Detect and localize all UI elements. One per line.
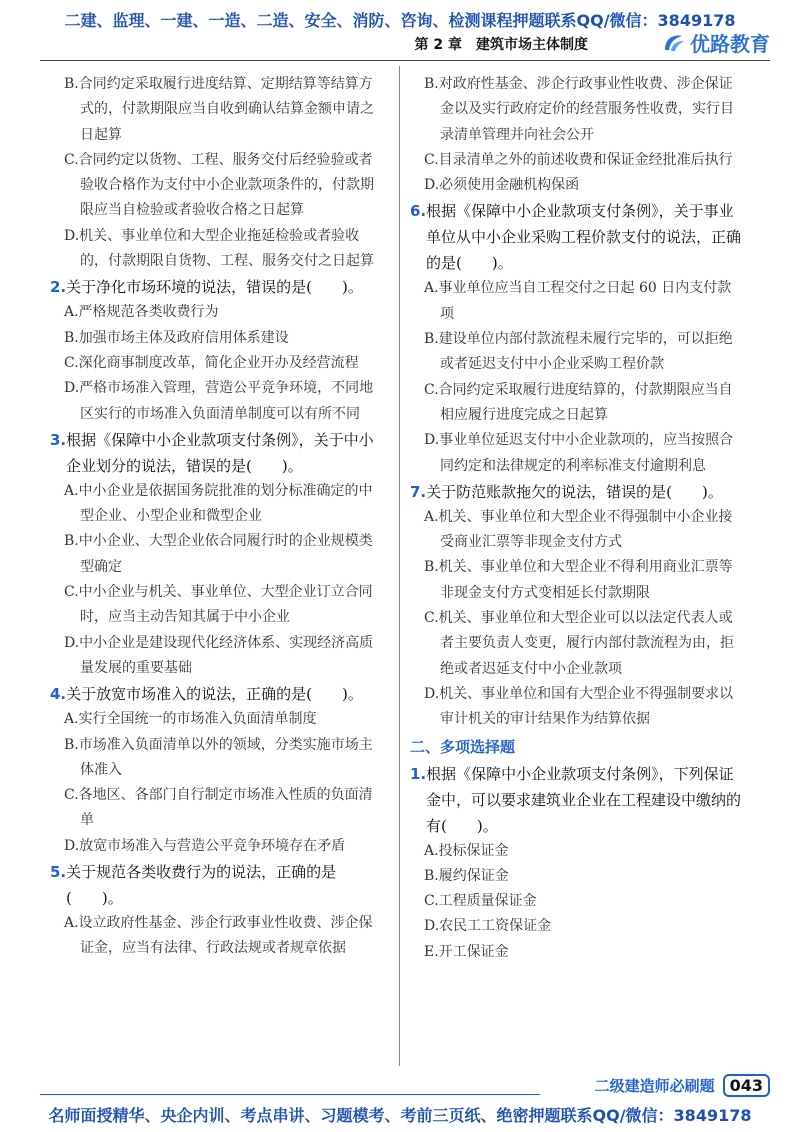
chapter-title: 第 2 章 建筑市场主体制度 xyxy=(414,37,588,53)
answer-option: C.合同约定采取履行进度结算的，付款期限应当自相应履行进度完成之日起算 xyxy=(424,381,733,423)
brand-icon xyxy=(662,32,686,54)
answer-option: D.中小企业是建设现代化经济体系、实现经济高质量发展的重要基础 xyxy=(64,634,374,676)
question-number: 3. xyxy=(50,430,67,449)
page-footer xyxy=(595,1074,770,1097)
answer-option: D.农民工工资保证金 xyxy=(424,918,552,935)
answer-option: B.加强市场主体及政府信用体系建设 xyxy=(64,329,289,346)
answer-option: C.中小企业与机关、事业单位、大型企业订立合同时，应当主动告知其属于中小企业 xyxy=(64,584,373,626)
right-column xyxy=(410,72,745,965)
question-stem xyxy=(410,479,745,505)
answer-option: B.建设单位内部付款流程未履行完毕的，可以拒绝或者延迟支付中小企业采购工程价款 xyxy=(424,331,733,373)
question-number: 4. xyxy=(50,685,67,704)
question-number: 6. xyxy=(410,202,427,221)
promo-banner-bottom: 名师面授精华、央企内训、考点串讲、习题模考、考前三页纸、绝密押题联系QQ/微信：3849178 xyxy=(48,1106,752,1125)
question-stem xyxy=(50,427,385,479)
question-stem xyxy=(410,198,745,276)
page-number: 043 xyxy=(723,1074,770,1097)
answer-option: E.开工保证金 xyxy=(424,943,509,960)
question-text: 关于规范各类收费行为的说法，正确的是( )。 xyxy=(66,863,337,908)
brand-logo xyxy=(662,28,770,57)
answer-option: D.机关、事业单位和国有大型企业不得强制要求以审计机关的审计结果作为结算依据 xyxy=(424,685,734,728)
question-text: 关于防范账款拖欠的说法，错误的是( )。 xyxy=(426,482,723,501)
promo-banner-top: 二建、监理、一建、一造、二造、安全、消防、咨询、检测课程押题联系QQ/微信：3849178 xyxy=(64,11,736,30)
answer-option: B.对政府性基金、涉企行政事业性收费、涉企保证金以及实行政府定价的经营服务性收费，实行目录清单管理并向社会公开 xyxy=(424,76,734,143)
question-text: 关于净化市场环境的说法，错误的是( )。 xyxy=(66,278,363,297)
left-column xyxy=(50,72,385,962)
answer-option: D.机关、事业单位和大型企业拖延检验或者验收的，付款期限自货物、工程、服务交付之日起算 xyxy=(64,227,374,270)
answer-option: C.合同约定以货物、工程、服务交付后经验验或者验收合格作为支付中小企业款项条件的，付款期限应当自检验或者验收合格之日起算 xyxy=(64,151,374,219)
answer-option: C.各地区、各部门自行制定市场准入性质的负面清单 xyxy=(64,787,373,829)
answer-option: C.机关、事业单位和大型企业可以以法定代表人或者主要负责人变更，履行内部付款流程为由，拒绝或者迟延支付中小企业款项 xyxy=(424,610,734,677)
answer-option: B.市场准入负面清单以外的领域，分类实施市场主体准入 xyxy=(64,736,373,778)
answer-option: D.放宽市场准入与营造公平竞争环境存在矛盾 xyxy=(64,837,346,854)
question-number: 1. xyxy=(410,764,427,783)
question-text: 根据《保障中小企业款项支付条例》，关于中小企业划分的说法，错误的是( )。 xyxy=(66,430,374,475)
answer-option: B.机关、事业单位和大型企业不得利用商业汇票等非现金支付方式变相延长付款期限 xyxy=(424,559,733,601)
question-stem xyxy=(50,859,385,911)
question-text: 根据《保障中小企业款项支付条例》，关于事业单位从中小企业采购工程价款支付的说法，正确的是( )。 xyxy=(426,202,742,273)
answer-option: A.事业单位应当自工程交付之日起 60 日内支付款项 xyxy=(424,280,732,322)
question-stem xyxy=(410,761,745,839)
brand-name: 优路教育 xyxy=(690,32,770,56)
footer-rule xyxy=(40,1094,540,1095)
answer-option: C.深化商事制度改革，简化企业开办及经营流程 xyxy=(64,354,359,371)
answer-option: A.中小企业是依据国务院批准的划分标准确定的中型企业、小型企业和微型企业 xyxy=(64,482,373,525)
answer-option: C.工程质量保证金 xyxy=(424,893,537,910)
question-number: 5. xyxy=(50,863,67,882)
answer-option: A.设立政府性基金、涉企行政事业性收费、涉企保证金，应当有法律、行政法规或者规章依据 xyxy=(64,915,373,957)
question-number: 7. xyxy=(410,482,427,501)
header-rule xyxy=(40,60,770,61)
answer-option: D.严格市场准入管理，营造公平竞争环境，不同地区实行的市场准入负面清单制度可以有所不同 xyxy=(64,380,374,422)
answer-option: A.投标保证金 xyxy=(424,842,509,859)
question-stem xyxy=(50,274,385,300)
page-header xyxy=(40,30,770,58)
answer-option: A.实行全国统一的市场准入负面清单制度 xyxy=(64,711,317,728)
answer-option: A.严格规范各类收费行为 xyxy=(64,304,219,321)
answer-option: B.履约保证金 xyxy=(424,867,509,884)
question-number: 2. xyxy=(50,278,67,297)
answer-option: B.合同约定采取履行进度结算、定期结算等结算方式的，付款期限应当自收到确认结算金额申请之日起算 xyxy=(64,76,374,143)
answer-option: A.机关、事业单位和大型企业不得强制中小企业接受商业汇票等非现金支付方式 xyxy=(424,508,733,551)
book-title: 二级建造师必刷题 xyxy=(594,1077,715,1095)
answer-option: D.事业单位延迟支付中小企业款项的，应当按照合同约定和法律规定的利率标准支付逾期利息 xyxy=(424,432,734,474)
question-text: 根据《保障中小企业款项支付条例》，下列保证金中，可以要求建筑业企业在工程建设中缴纳的有( )。 xyxy=(426,764,742,835)
answer-option: C.目录清单之外的前述收费和保证金经批准后执行 xyxy=(424,151,733,168)
question-text: 关于放宽市场准入的说法，正确的是( )。 xyxy=(66,685,363,704)
answer-option: D.必须使用金融机构保函 xyxy=(424,177,580,194)
column-divider xyxy=(399,66,400,1066)
question-stem xyxy=(50,681,385,707)
answer-option: B.中小企业、大型企业依合同履行时的企业规模类型确定 xyxy=(64,533,373,575)
section-heading: 二、多项选择题 xyxy=(410,737,516,756)
